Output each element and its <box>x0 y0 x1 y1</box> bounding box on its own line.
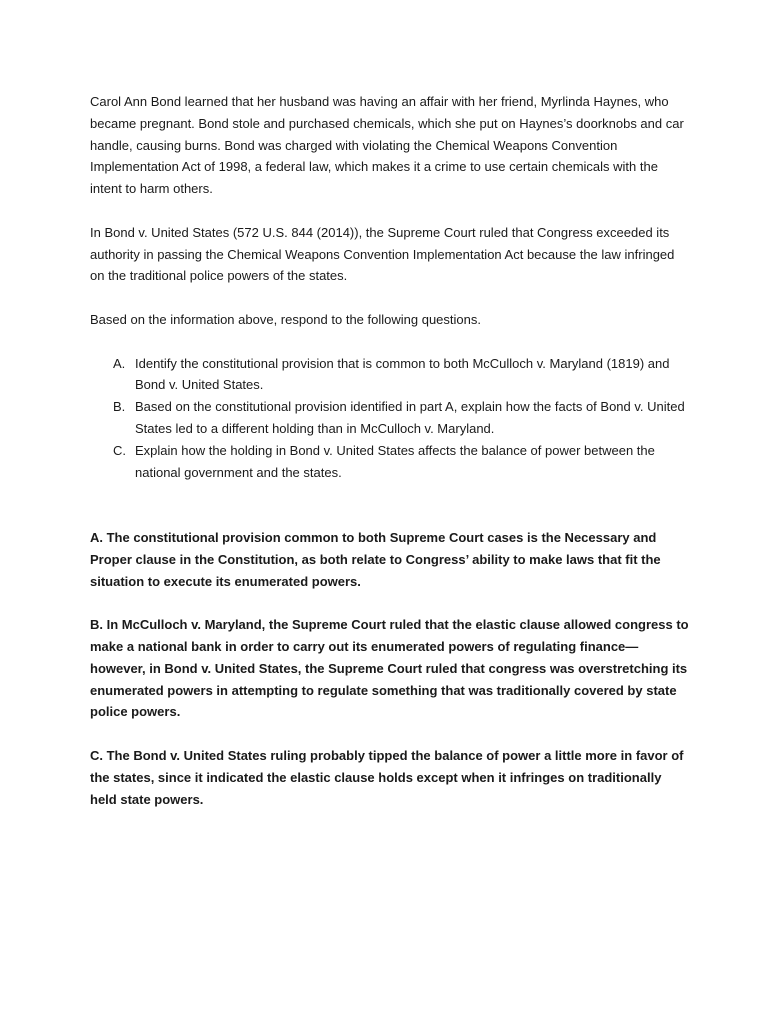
answer-a: A. The constitutional provision common to both Supreme Court cases is the Necessary and Proper clause in the Constitution, as both relate to Congress’ ability to make laws that fit the situation to execute its enumerated powers. <box>90 529 661 589</box>
question-text: Explain how the holding in Bond v. United States affects the balance of power between the national government and the states. <box>135 442 655 480</box>
question-marker: B. <box>113 399 126 415</box>
question-marker: C. <box>113 442 126 458</box>
question-item-c <box>90 440 690 484</box>
intro-paragraph-instructions: Based on the information above, respond to the following questions. <box>90 311 481 327</box>
question-item-b <box>90 396 690 440</box>
question-text: Identify the constitutional provision that is common to both McCulloch v. Maryland (1819) and Bond v. United States. <box>135 355 670 393</box>
answer-b: B. In McCulloch v. Maryland, the Supreme Court ruled that the elastic clause allowed congress to make a national bank in order to carry out its enumerated powers of regulating finance—however, in Bond v. United States, the Supreme Court ruled that congress was overstretching its enumerated powers in attempting to regulate something that was traditionally covered by state police powers. <box>90 617 689 720</box>
intro-paragraph-facts: Carol Ann Bond learned that her husband was having an affair with her friend, Myrlinda Haynes, who became pregnant. Bond stole and purchased chemicals, which she put on Haynes’s doorknobs and car handle, causing burns. Bond was charged with violating the Chemical Weapons Convention Implementation Act of 1998, a federal law, which makes it a crime to use certain chemicals with the intent to harm others. <box>90 94 684 197</box>
answer-c: C. The Bond v. United States ruling probably tipped the balance of power a little more in favor of the states, since it indicated the elastic clause holds except when it infringes on traditionally held state powers. <box>90 747 684 807</box>
question-item-a <box>90 353 690 397</box>
question-list <box>90 353 690 484</box>
document-page <box>90 91 690 810</box>
question-text: Based on the constitutional provision identified in part A, explain how the facts of Bond v. United States led to a different holding than in McCulloch v. Maryland. <box>135 399 685 436</box>
question-marker: A. <box>113 355 126 371</box>
intro-paragraph-ruling: In Bond v. United States (572 U.S. 844 (2014)), the Supreme Court ruled that Congress exceeded its authority in passing the Chemical Weapons Convention Implementation Act because the law infringed on the traditional police powers of the states. <box>90 224 675 284</box>
